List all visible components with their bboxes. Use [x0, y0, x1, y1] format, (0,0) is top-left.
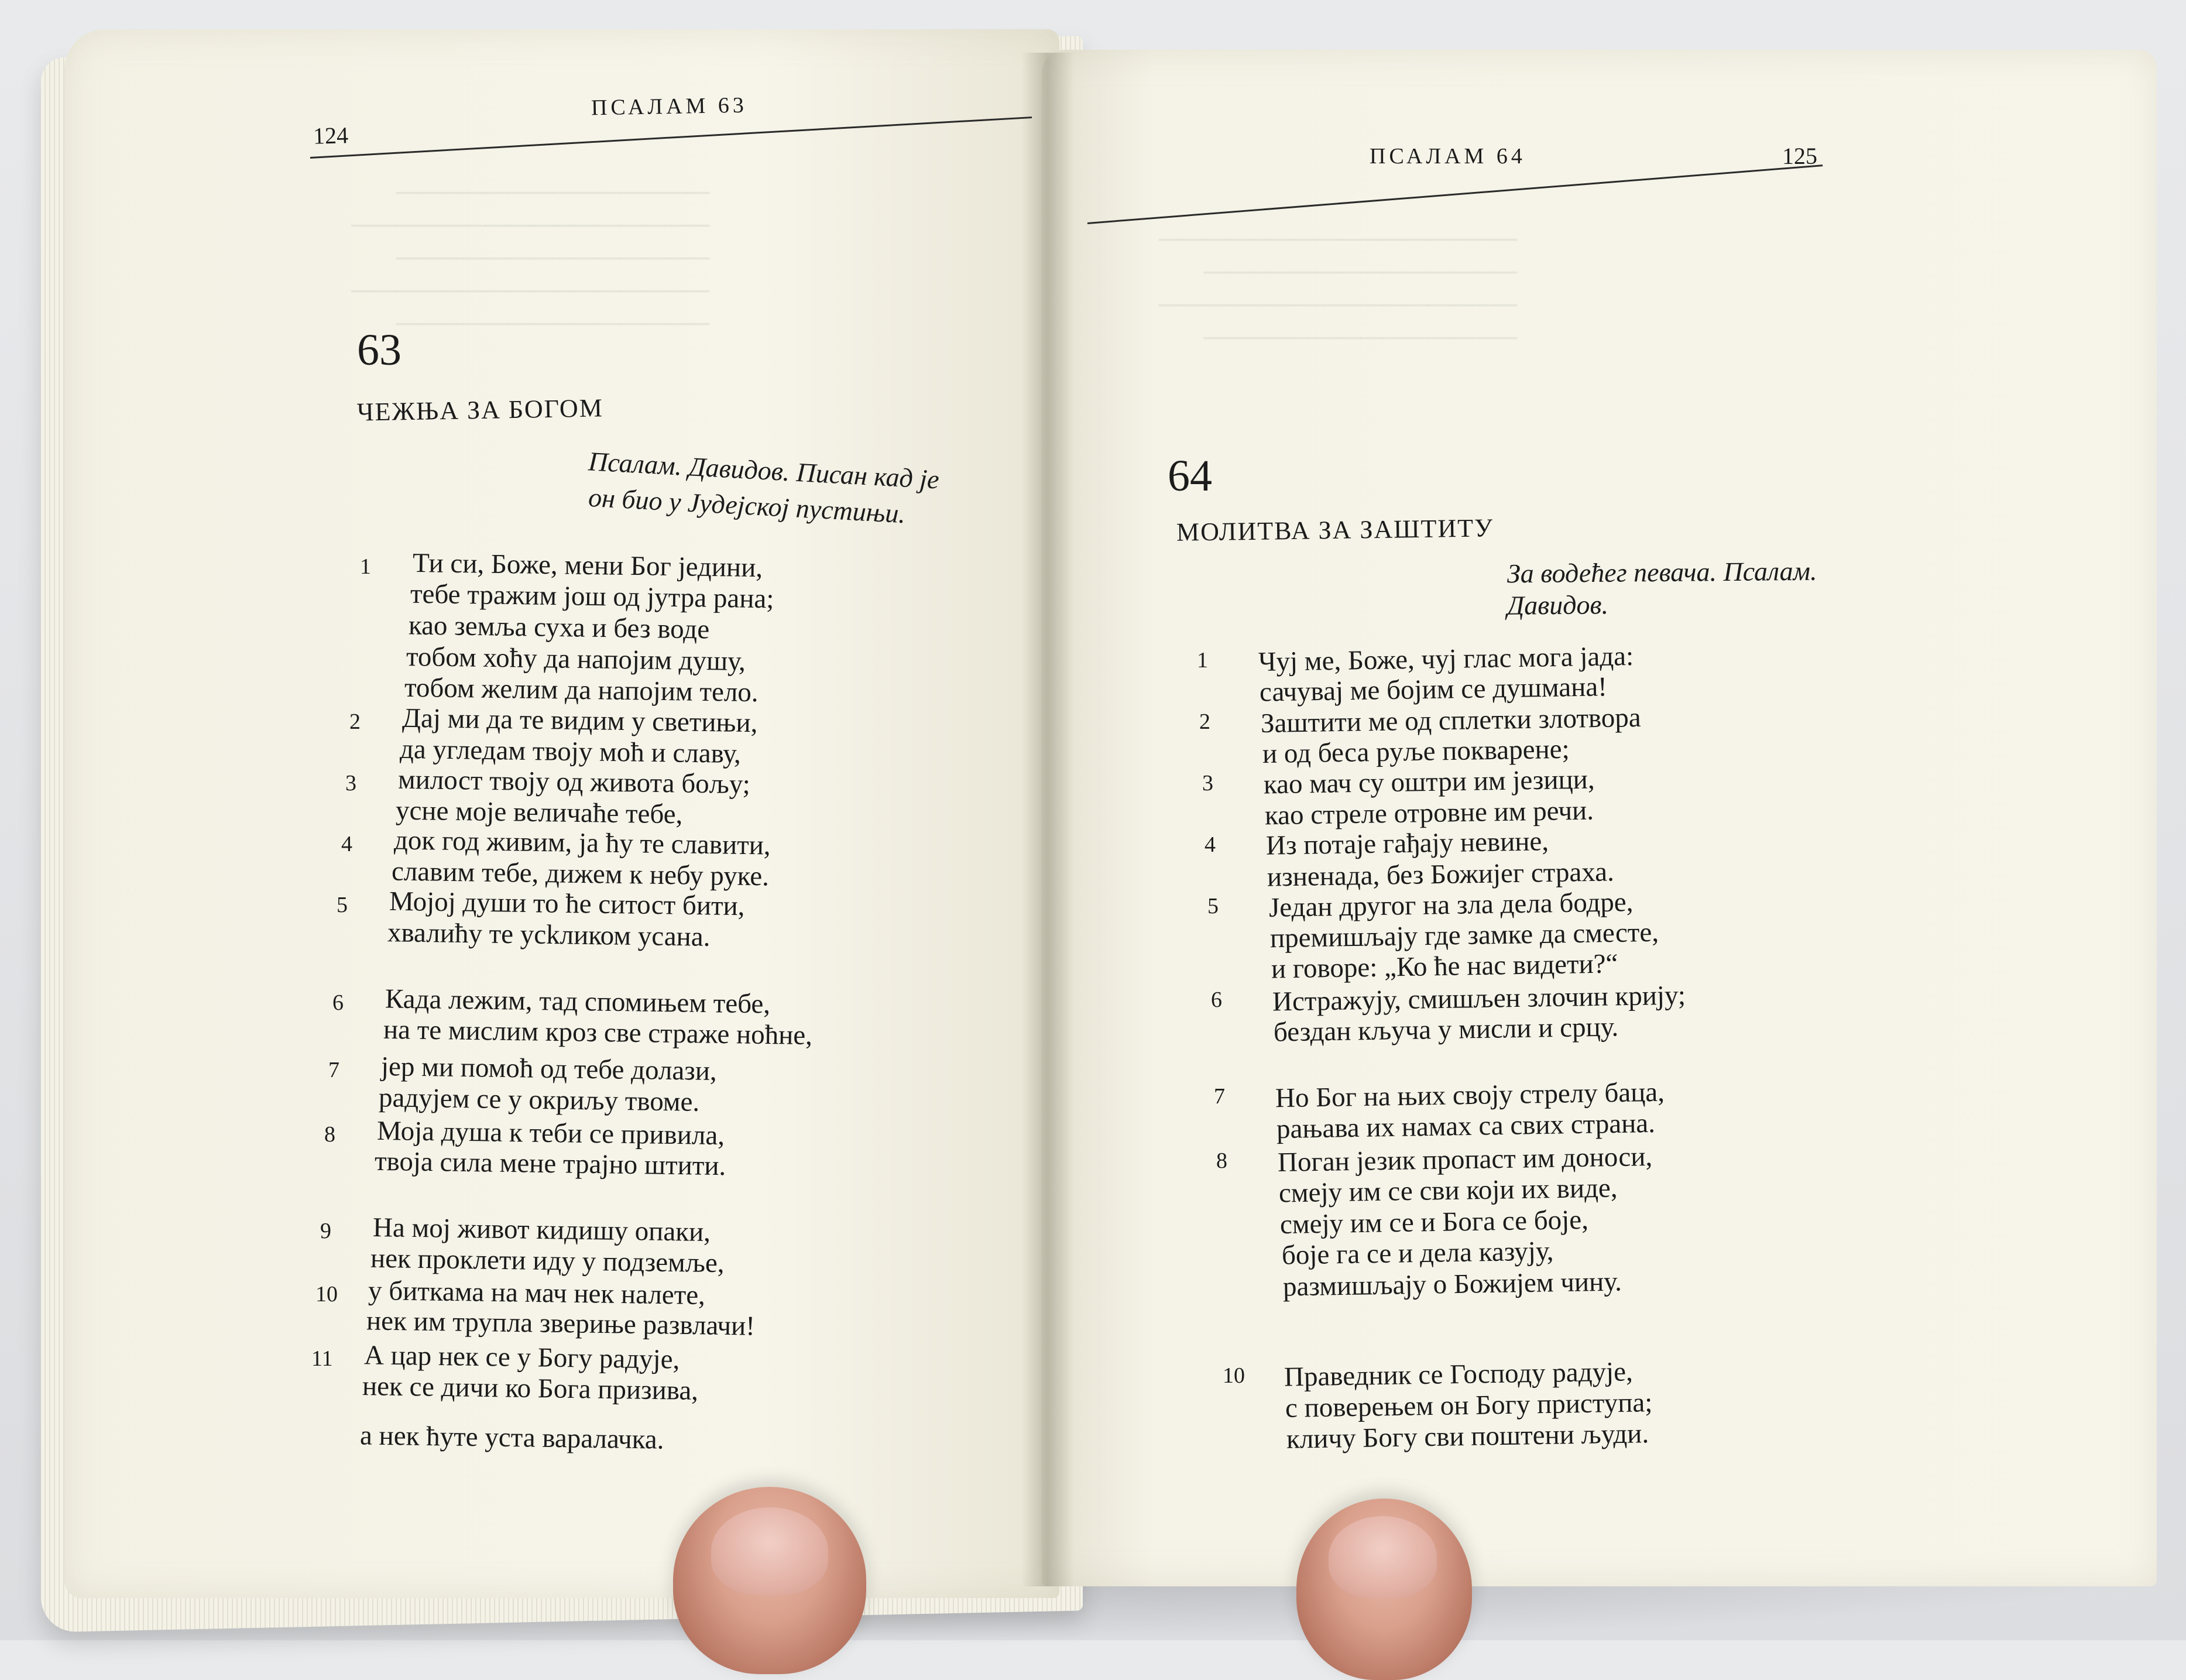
verse-line: боје га се и дела казују, [1281, 1236, 1554, 1271]
verse-number: 7 [328, 1058, 339, 1082]
verse-line: с поверењем он Богу приступа; [1285, 1387, 1653, 1424]
running-header-right: ПСАЛАМ 64 [1370, 144, 1526, 169]
verse-line: твоја сила мене трајно штити. [374, 1146, 726, 1182]
page-number-right: 125 [1782, 143, 1817, 169]
verse-line: нек им трупла звериње развлачи! [366, 1305, 756, 1342]
verse-number: 3 [1202, 771, 1213, 796]
left-thumbnail [711, 1507, 828, 1595]
verse-number: 3 [345, 771, 356, 796]
verse-number: 10 [315, 1282, 338, 1307]
running-header-left: ПСАЛАМ 63 [591, 92, 748, 121]
psalm-title-right: МОЛИТВА ЗА ЗАШТИТУ [1176, 513, 1494, 547]
verse-line: и од беса руље покварене; [1262, 733, 1570, 770]
verse-number: 4 [1204, 832, 1216, 857]
verse-line: и говоре: „Ко ће нас видети?“ [1271, 948, 1618, 985]
bleed-through-right: ──────────────── ────────────── ──────────────── ────────────── [1159, 221, 1518, 355]
verse-line: док год живим, ја ћу те славити, [393, 825, 771, 861]
verse-line: бездан кључа у мисли и срцу. [1273, 1012, 1619, 1048]
verse-line: смеју им се сви који их виде, [1278, 1172, 1618, 1209]
verse-number: 5 [1207, 894, 1219, 918]
psalm-number-right: 64 [1168, 451, 1212, 500]
verse-line: тебе тражим још од јутра рана; [410, 578, 774, 615]
verse-line: изненада, без Божијег страха. [1267, 856, 1615, 893]
verse-line: рањава их намах са свих страна. [1276, 1108, 1656, 1145]
verse-line: Праведник се Господу радује, [1284, 1356, 1634, 1393]
verse-line: На мој живот кидишу опаки, [372, 1212, 711, 1248]
verse-line: у биткама на мач нек налете, [368, 1275, 706, 1311]
verse-number: 5 [337, 893, 348, 917]
verse-line: као земља суха и без воде [408, 610, 710, 645]
verse-number: 8 [1216, 1148, 1227, 1173]
verse-number: 4 [341, 832, 352, 856]
superscription-right-1: За водећег певача. Псалам. [1506, 556, 1817, 589]
verse-line: хвалићу те усkликом усана. [387, 917, 711, 952]
verse-line: тобом желим да напојим тело. [404, 672, 759, 708]
page-number-left: 124 [313, 122, 349, 149]
verse-line: нек се дичи ко Бога призива, [362, 1370, 699, 1407]
verse-number: 11 [311, 1346, 333, 1371]
verse-line: сачувај ме бојим се душмана! [1259, 671, 1608, 708]
verse-line: Један другог на зла дела бодре, [1268, 887, 1634, 923]
verse-line: нек проклети иду у подземље, [370, 1243, 725, 1279]
verse-line: а нек ћуте уста варалачка. [359, 1420, 664, 1455]
verse-number: 6 [1211, 988, 1222, 1012]
verse-line: Из потаје гађају невине, [1265, 826, 1549, 861]
verse-line: усне моје величаће тебе, [395, 795, 683, 830]
psalm-number-left: 63 [357, 325, 401, 375]
verse-line: смеју им се и Бога се боје, [1279, 1204, 1589, 1240]
verse-line: милост твоју од живота бољу; [397, 764, 751, 800]
superscription-left-2: он био у Јудејској пустињи. [588, 482, 907, 529]
verse-number: 1 [360, 554, 371, 579]
verse-line: на те мислим кроз све страже ноћне, [383, 1014, 813, 1051]
verse-line: Заштити ме од сплетки злотвора [1260, 702, 1642, 739]
verse-number: 8 [324, 1122, 335, 1147]
verse-line: премишљају где замке да сместе, [1269, 917, 1659, 954]
book-gutter [1021, 53, 1074, 1586]
superscription-right-2: Давидов. [1506, 589, 1609, 620]
verse-line: славим тебе, дижем к небу руке. [391, 856, 770, 892]
right-thumbnail [1329, 1516, 1437, 1598]
psalm-title-left: ЧЕЖЊА ЗА БОГОМ [356, 393, 604, 427]
verse-number: 10 [1223, 1363, 1245, 1388]
verse-line: Чуј ме, Боже, чуј глас мога јада: [1258, 640, 1634, 678]
verse-line: Поган језик пропаст им доноси, [1277, 1141, 1653, 1178]
verse-line: да угледам твоју моћ и славу, [399, 733, 742, 770]
superscription-left-1: Псалам. Давидов. Писан кад је [588, 446, 940, 495]
verse-line: кличу Богу сви поштени људи. [1286, 1418, 1649, 1455]
verse-number: 6 [332, 990, 344, 1015]
verse-line: Истражују, смишљен злочин крију; [1272, 980, 1686, 1017]
verse-number: 7 [1214, 1084, 1225, 1109]
verse-line: као мач су оштри им језици, [1263, 764, 1595, 800]
verse-line: А цар нек се у Богу радује, [363, 1340, 680, 1375]
verse-line: Моја душа к теби се привила, [376, 1115, 725, 1151]
verse-line: као стреле отровне им речи. [1264, 795, 1594, 831]
verse-line: Но Бог на њих своју стрелу баца, [1275, 1076, 1665, 1114]
verse-line: размишљају о Божијем чину. [1282, 1266, 1622, 1302]
verse-line: Мојој души то ће ситост бити, [389, 886, 745, 922]
verse-line: Ти си, Боже, мени Бог једини, [412, 547, 763, 584]
verse-line: радујем се у окриљу твоме. [378, 1082, 700, 1117]
verse-line: Када лежим, тад спомињем тебе, [385, 983, 771, 1020]
verse-line: тобом хоћу да напојим душу, [406, 641, 746, 677]
verse-number: 2 [349, 709, 361, 734]
verse-line: Дај ми да те видим у светињи, [401, 702, 758, 739]
verse-line: јер ми помоћ од тебе долази, [380, 1051, 718, 1087]
verse-number: 2 [1199, 709, 1210, 734]
verse-number: 9 [320, 1219, 331, 1243]
verse-number: 1 [1197, 648, 1208, 673]
bleed-through-left: ────────────── ──────────────── ────────────── ──────────────── ────────────── [351, 174, 710, 341]
